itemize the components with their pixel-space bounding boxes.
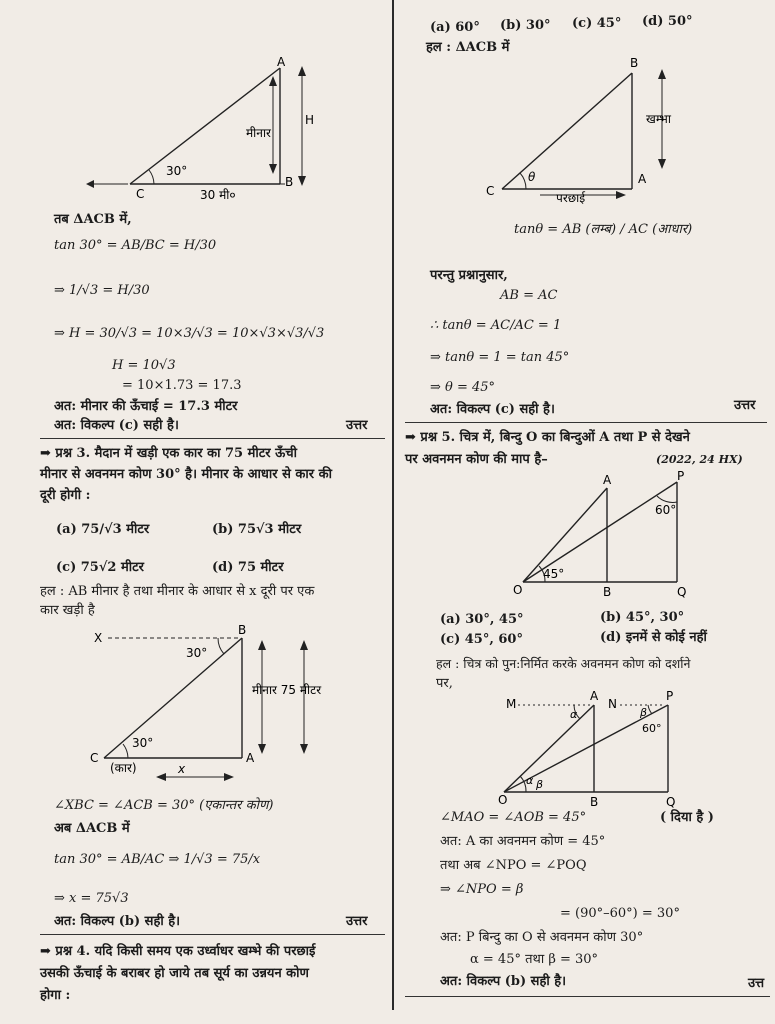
fig2-tower-label: मीनार 75 मीटर	[252, 683, 322, 697]
fig5-B: B	[590, 795, 599, 809]
uttar-label: उत्तर	[346, 418, 368, 433]
step-NPO-POQ: तथा अब ∠NPO = ∠POQ	[440, 858, 587, 873]
answer-option-b-2: अत: विकल्प (b) सही है।	[440, 974, 567, 989]
fig3-A: A	[638, 172, 647, 186]
q4-solution-title: हल : ΔACB में	[426, 40, 510, 55]
fig5-N: N	[608, 697, 617, 711]
fig2-C: C	[90, 751, 99, 765]
q4-option-c: (c) 45°	[572, 16, 622, 31]
answer-option-b: अत: विकल्प (b) सही है।	[54, 914, 181, 929]
fig3-B: B	[630, 56, 639, 70]
eq-H-numeric: = 10×1.73 = 17.3	[122, 378, 242, 393]
answer-option-c: अत: विकल्प (c) सही है।	[54, 418, 179, 433]
eq-alpha-beta: α = 45° तथा β = 30°	[470, 952, 599, 967]
uttar-label-2: उत्तर	[346, 914, 368, 929]
fig4-angle-45: 45°	[543, 567, 565, 581]
step-according-question: परन्तु प्रश्नानुसार,	[430, 268, 508, 283]
uttar-label-4: उत्त	[748, 976, 765, 991]
fig3-shadow: परछाई	[556, 191, 586, 205]
q4-option-a: (a) 60°	[430, 20, 480, 35]
fig1-base: 30 मी०	[200, 188, 236, 200]
question-4-line1: ➡ प्रश्न 4. यदि किसी समय एक उर्ध्वाधर खम्भे की परछाई	[40, 944, 316, 959]
eq-H-expand: ⇒ H = 30/√3 = 10×3/√3 = 10×√3×√3/√3	[54, 326, 325, 341]
eq-theta-45: ⇒ θ = 45°	[430, 380, 496, 395]
fig2-angle-bottom: 30°	[132, 736, 154, 750]
eq-beta-value: = (90°–60°) = 30°	[560, 906, 680, 921]
q3-option-b: (b) 75√3 मीटर	[212, 522, 302, 537]
fig5-alpha-top: α	[570, 708, 578, 721]
fig5-P: P	[666, 689, 674, 703]
q5-option-d: (d) इनमें से कोई नहीं	[600, 630, 707, 645]
fig4-P: P	[677, 470, 685, 483]
fig1-C: C	[136, 187, 145, 200]
question-5-line1: ➡ प्रश्न 5. चित्र में, बिन्दु O का बिन्दुओं A तथा P से देखने	[405, 430, 690, 445]
fig5-beta-bottom: β	[536, 778, 544, 791]
fig5-M: M	[506, 697, 517, 711]
fig1-A: A	[277, 55, 286, 69]
eq-tan30: tan 30° = AB/BC = H/30	[54, 238, 217, 253]
given-note: ( दिया है )	[660, 810, 714, 825]
fig1-tower-label: मीनार	[246, 126, 271, 140]
fig3-C: C	[486, 184, 495, 198]
fig5-alpha-bottom: α	[526, 774, 534, 787]
fig2-X: X	[94, 631, 103, 645]
question-4-line2: उसकी ऊँचाई के बराबर हो जाये तब सूर्य का उन्नयन कोण	[40, 966, 309, 981]
eq-AB-AC: AB = AC	[500, 288, 558, 303]
eq-MAO-AOB: ∠MAO = ∠AOB = 45°	[440, 810, 587, 825]
fig4-A: A	[603, 473, 612, 487]
answer-option-c-2: अत: विकल्प (c) सही है।	[430, 402, 555, 417]
eq-alternate-angles: ∠XBC = ∠ACB = 30° (एकान्तर कोण)	[54, 798, 274, 813]
figure-pole-shadow	[480, 55, 710, 205]
question-4-line3: होगा :	[40, 988, 71, 1003]
q5-solution-line1: हल : चित्र को पुन:निर्मित करके अवनमन कोण को दर्शाने	[436, 656, 691, 671]
fig4-B: B	[603, 585, 612, 599]
fig1-B: B	[285, 175, 294, 189]
section-rule	[40, 438, 385, 439]
eq-tan30-car: tan 30° = AB/AC ⇒ 1/√3 = 75/x	[54, 852, 261, 867]
q5-option-a: (a) 30°, 45°	[440, 612, 524, 627]
uttar-label-3: उत्तर	[734, 398, 756, 413]
fig1-angle: 30°	[166, 164, 188, 178]
section-rule-2	[40, 934, 385, 935]
q3-option-d: (d) 75 मीटर	[212, 560, 284, 575]
fig4-angle-60: 60°	[655, 503, 677, 517]
step-angle-A: अत: A का अवनमन कोण = 45°	[440, 834, 606, 849]
fig3-theta: θ	[528, 170, 536, 184]
eq-x-value: ⇒ x = 75√3	[54, 891, 129, 906]
fig1-H: H	[305, 113, 315, 127]
q5-solution-line2: पर,	[436, 676, 453, 691]
question-3-line3: दूरी होगी :	[40, 488, 91, 503]
q4-option-b: (b) 30°	[500, 18, 551, 33]
question-3-line2: मीनार से अवनमन कोण 30° है। मीनार के आधार से कार की	[40, 467, 332, 482]
figure-question5-redrawn	[490, 688, 715, 813]
step-angle-P: अत: P बिन्दु का O से अवनमन कोण 30°	[440, 930, 644, 945]
eq-NPO-beta: ⇒ ∠NPO = β	[440, 882, 524, 897]
q3-solution-line1: हल : AB मीनार है तथा मीनार के आधार से x दूरी पर एक	[40, 584, 315, 599]
fig2-B: B	[238, 623, 247, 637]
fig3-pole: खम्भा	[646, 112, 671, 126]
fig5-Q: Q	[666, 795, 676, 809]
eq-tan-theta-1: ∴ tanθ = AC/AC = 1	[430, 318, 562, 333]
q3-option-a: (a) 75/√3 मीटर	[56, 522, 150, 537]
fig5-A: A	[590, 689, 599, 703]
fig5-O: O	[498, 793, 508, 807]
eq-tan45: ⇒ tanθ = 1 = tan 45°	[430, 350, 570, 365]
answer-height: अत: मीनार की ऊँचाई = 17.3 मीटर	[54, 399, 238, 414]
step-in-triangle: तब ΔACB में,	[54, 212, 132, 227]
question-5-line2: पर अवनमन कोण की माप है–	[405, 452, 548, 467]
fig4-O: O	[513, 583, 523, 597]
q4-option-d: (d) 50°	[642, 14, 693, 29]
figure-tower-triangle	[80, 50, 320, 200]
section-rule-3	[405, 422, 767, 423]
eq-tan-theta: tanθ = AB (लम्ब) / AC (आधार)	[514, 222, 693, 237]
fig2-x: x	[178, 762, 186, 776]
step-now-triangle: अब ΔACB में	[54, 821, 130, 836]
column-divider	[392, 0, 394, 1010]
q5-option-b: (b) 45°, 30°	[600, 610, 685, 625]
q3-option-c: (c) 75√2 मीटर	[56, 560, 144, 575]
figure-question5	[505, 470, 715, 600]
fig2-car: (कार)	[110, 761, 137, 775]
fig4-Q: Q	[677, 585, 687, 599]
question-5-year-tag: (2022, 24 HX)	[656, 453, 743, 466]
question-3-line1: ➡ प्रश्न 3. मैदान में खड़ी एक कार का 75 मीटर ऊँची	[40, 446, 297, 461]
fig5-beta-top: β	[640, 706, 648, 719]
fig2-A: A	[246, 751, 255, 765]
figure-car-tower	[90, 620, 360, 785]
eq-H-value: H = 10√3	[112, 358, 176, 373]
eq-ratio: ⇒ 1/√3 = H/30	[54, 283, 150, 298]
fig2-angle-top: 30°	[186, 646, 208, 660]
fig5-angle-60: 60°	[642, 722, 662, 735]
q5-option-c: (c) 45°, 60°	[440, 632, 523, 647]
q3-solution-line2: कार खड़ी है	[40, 603, 95, 618]
section-rule-4	[405, 996, 770, 997]
